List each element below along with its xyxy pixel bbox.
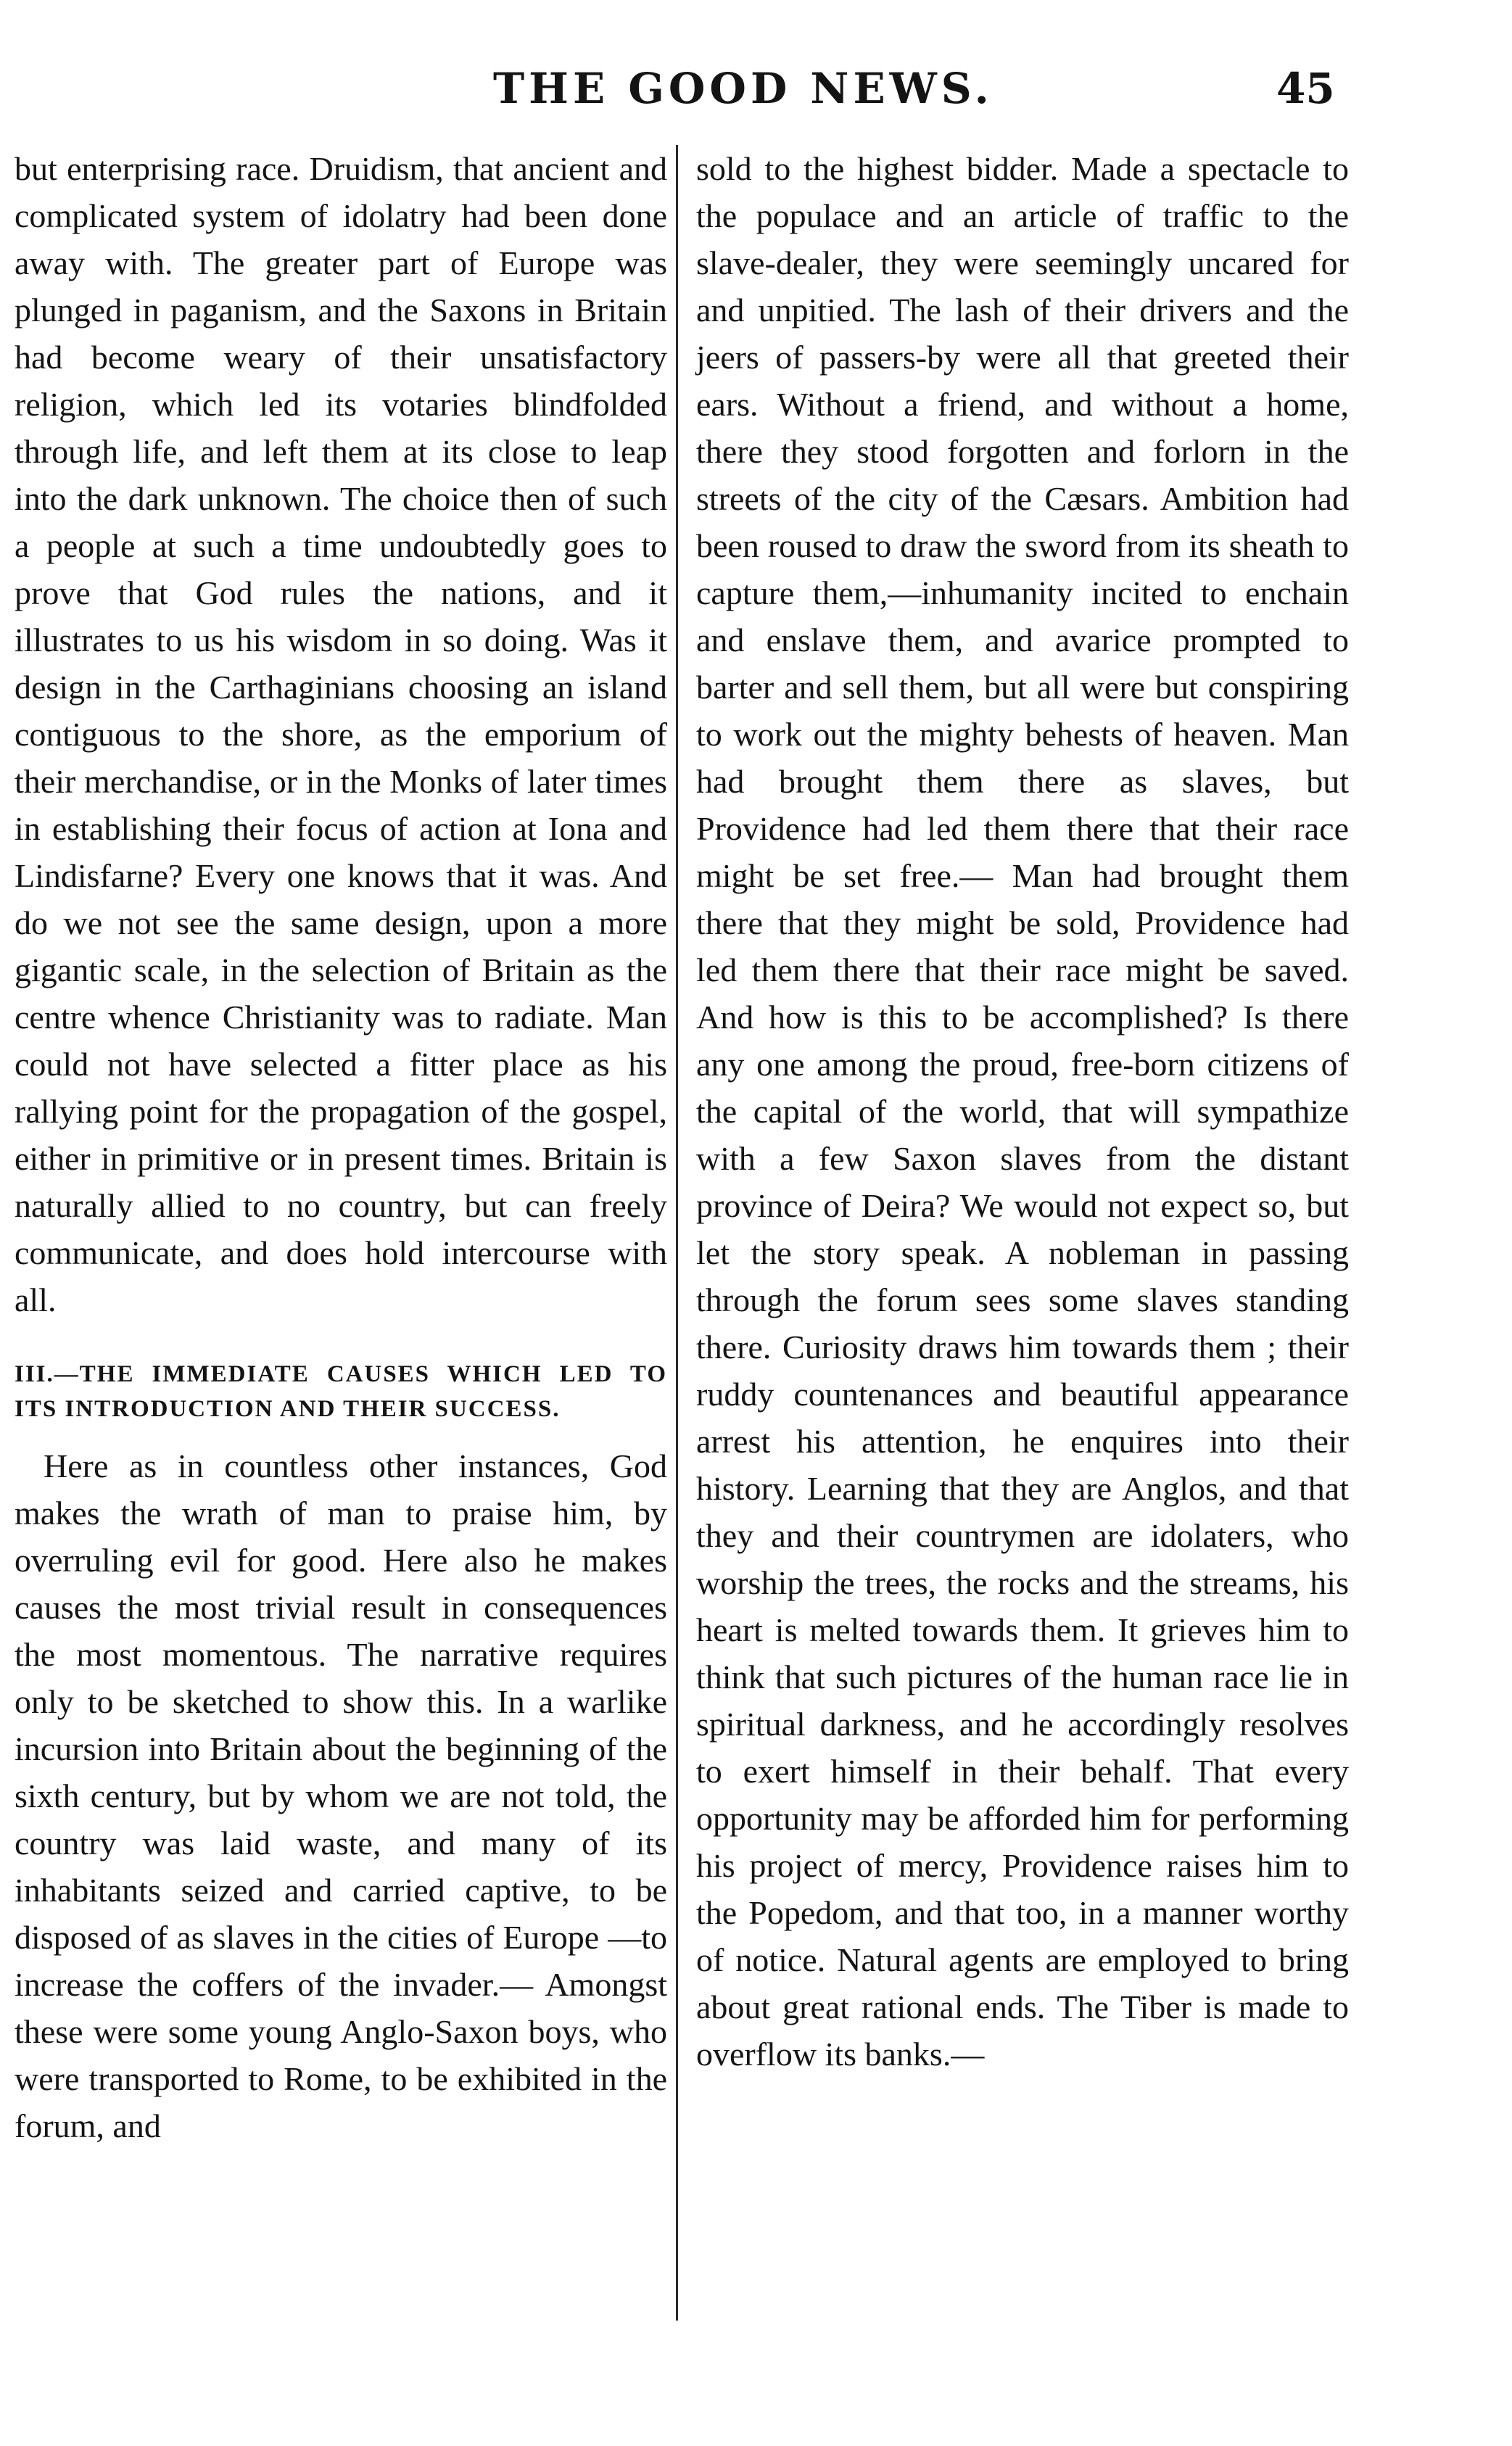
column-divider	[676, 145, 678, 2321]
running-head	[0, 58, 1512, 123]
section-heading: III.—THE IMMEDIATE CAUSES WHICH LED TO ITS INTRODUCTION AND THEIR SUCCESS.	[15, 1361, 667, 1422]
right-paragraph: sold to the highest bidder. Made a spectacle to the populace and an article of traffic to the slave-dealer, they were seemingly uncared for and unpitied. The lash of their drivers and the jeers of passers-by were all that greeted their ears. Without a friend, and without a home, there they stood forgotten and forlorn in the streets of the city of the Cæsars. Ambition had been roused to draw the sword from its sheath to capture them,—inhumanity incited to enchain and enslave them, and avarice prompted to barter and sell them, but all were but conspiring to work out the mighty behests of heaven. Man had brought them there as slaves, but Providence had led them there that their race might be set free.— Man had brought them there that they might be sold, Providence had led them there that their race might be saved. And how is this to be accomplished? Is there any one among the proud, free-born citizens of the capital of the world, that will sympathize with a few Saxon slaves from the distant province of Deira? We would not expect so, but let the story speak. A nobleman in passing through the forum sees some slaves standing there. Curiosity draws him towards them ; their ruddy countenances and beautiful appearance arrest his attention, he enquires into their history. Learning that they are Anglos, and that they and their countrymen are idolaters, who worship the trees, the rocks and the streams, his heart is melted towards them. It grieves him to think that such pictures of the human race lie in spiritual darkness, and he accordingly resolves to exert himself in their behalf. That every opportunity may be afforded him for performing his project of mercy, Providence raises him to the Popedom, and that too, in a manner worthy of notice. Natural agents are employed to bring about great rational ends. The Tiber is made to overflow its banks.—	[696, 150, 1349, 2073]
left-paragraph-section-start: Here as in countless other instances, God makes the wrath of man to praise him, by overruling evil for good. Here also he makes causes the most trivial result in consequences the most momentous. The narrative requires only to be sketched to show this. In a warlike incursion into Britain about the beginning of the sixth century, but by whom we are not told, the country was laid waste, and many of its inhabitants seized and carried captive, to be disposed of as slaves in the cities of Europe —to increase the coffers of the invader.— Amongst these were some young Anglo-Saxon boys, who were transported to Rome, to be exhibited in the forum, and	[15, 1447, 667, 2144]
left-paragraph-continued: but enterprising race. Druidism, that ancient and complicated system of idolatry had been done away with. The greater part of Europe was plunged in paganism, and the Saxons in Britain had become weary of their unsatisfactory religion, which led its votaries blindfolded through life, and left them at its close to leap into the dark unknown. The choice then of such a people at such a time undoubtedly goes to prove that God rules the nations, and it illustrates to us his wisdom in so doing. Was it design in the Carthaginians choosing an island contiguous to the shore, as the emporium of their merchandise, or in the Monks of later times in establishing their focus of action at Iona and Lindisfarne? Every one knows that it was. And do we not see the same design, upon a more gigantic scale, in the selection of Britain as the centre whence Christianity was to radiate. Man could not have selected a fitter place as his rallying point for the propagation of the gospel, either in primitive or in present times. Britain is naturally allied to no country, but can freely communicate, and does hold intercourse with all.	[15, 150, 667, 1318]
running-title: THE GOOD NEWS.	[493, 64, 993, 113]
left-column	[15, 145, 667, 2149]
right-column	[696, 145, 1349, 2078]
page-number: 45	[1276, 64, 1335, 113]
